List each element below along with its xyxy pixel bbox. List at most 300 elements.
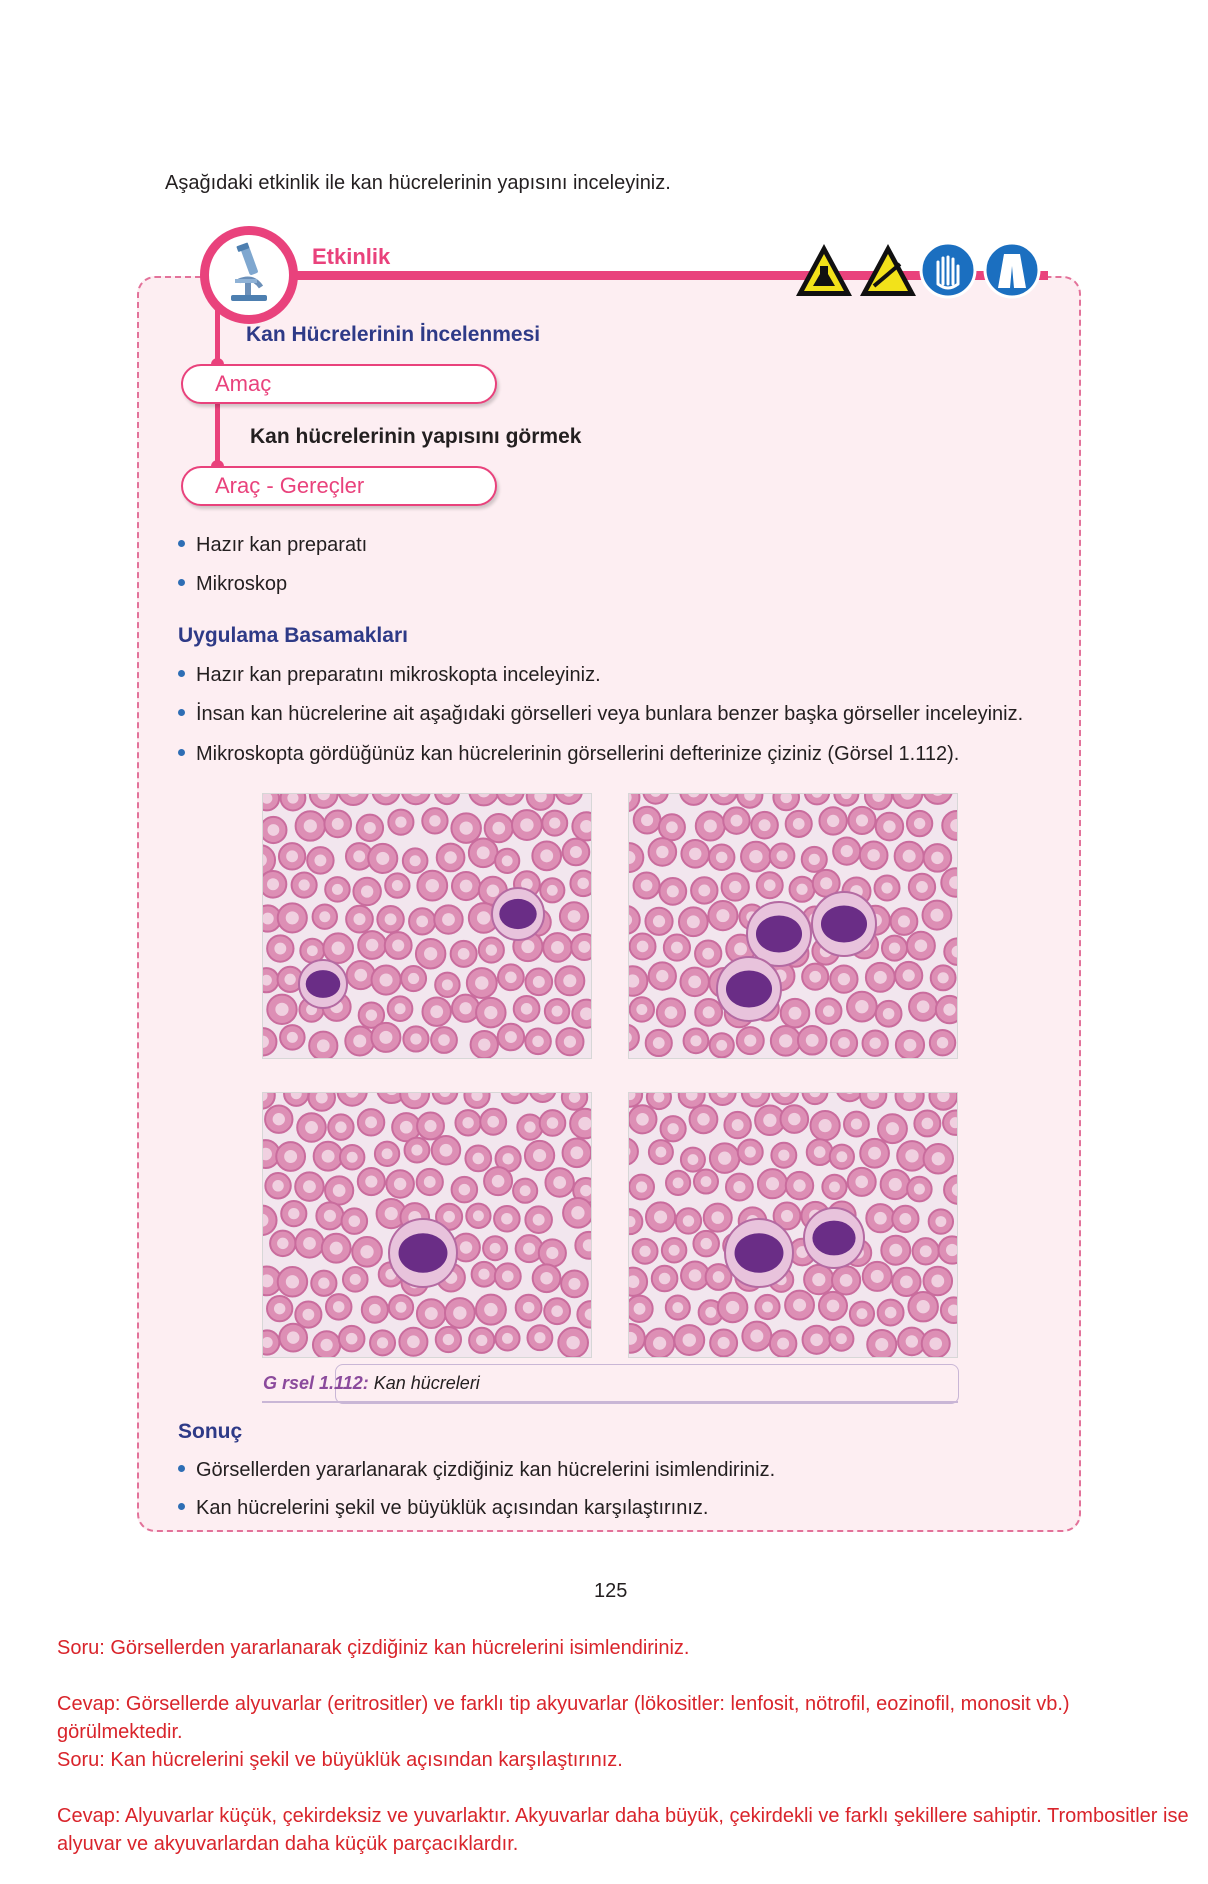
red-blood-cell-center (335, 1121, 346, 1132)
red-blood-cell-center (394, 1003, 405, 1014)
red-blood-cell-center (875, 1338, 888, 1351)
red-blood-cell-center (711, 1211, 724, 1224)
list-item: Hazır kan preparatını mikroskopta inceleyiniz. (178, 664, 601, 687)
red-blood-cell-center (353, 913, 365, 925)
red-blood-cell-center (307, 945, 318, 956)
red-blood-cell-center (793, 818, 805, 830)
materials-label-pill: Araç - Gereçler (181, 466, 497, 506)
red-blood-cell-center (521, 940, 534, 953)
red-blood-cell-center (534, 1332, 545, 1343)
red-blood-cell-center (656, 970, 668, 982)
red-blood-cell-center (718, 1337, 730, 1349)
red-blood-cell-center (688, 976, 701, 989)
red-blood-cell-center (938, 972, 949, 983)
page-number: 125 (594, 1580, 628, 1602)
red-blood-cell-center (704, 819, 717, 832)
red-blood-cell-center (578, 941, 590, 953)
red-blood-cell-center (578, 1117, 591, 1130)
red-blood-cell-center (838, 973, 850, 985)
red-blood-cell-center (502, 855, 513, 866)
caption-text: Kan hücreleri (373, 1373, 480, 1393)
red-blood-cell-center (349, 1215, 361, 1227)
red-blood-cell-center (716, 1040, 727, 1051)
red-blood-cell-center (564, 1036, 576, 1048)
red-blood-cell-center (637, 941, 649, 953)
red-blood-cell-center (886, 1122, 899, 1135)
red-blood-cell-center (369, 1304, 381, 1316)
red-blood-cell-center (766, 1177, 779, 1190)
safety-icons (796, 242, 1046, 311)
red-blood-cell-center (442, 913, 455, 926)
red-blood-cell-center (734, 942, 747, 955)
red-blood-cell-center (577, 878, 588, 889)
red-blood-cell-center (287, 1331, 299, 1343)
red-blood-cell-center (268, 824, 280, 836)
red-blood-cell-center (552, 1006, 563, 1017)
red-blood-cell-center (380, 973, 393, 986)
red-blood-cell-center (874, 971, 887, 984)
red-blood-cell-center (460, 821, 473, 834)
red-blood-cell-center (376, 852, 389, 865)
red-blood-cell-center (819, 1119, 832, 1132)
red-blood-cell-center (701, 1176, 712, 1187)
red-blood-cell-center (857, 1308, 868, 1319)
red-blood-cell-center (332, 884, 343, 895)
red-blood-cell-center (929, 1337, 942, 1350)
red-blood-cell-center (459, 1002, 471, 1014)
red-blood-cell-center (841, 845, 853, 857)
red-blood-cell-center (580, 1185, 591, 1196)
red-blood-cell-center (286, 1275, 299, 1288)
red-blood-cell-center (305, 1121, 318, 1134)
red-blood-cell-center (920, 1245, 932, 1257)
red-blood-cell-center (653, 1037, 665, 1049)
red-blood-cell-center (900, 1276, 913, 1289)
result-heading: Sonuç (178, 1420, 243, 1443)
cell-nucleus (306, 970, 341, 998)
red-blood-cell-center (671, 942, 683, 954)
red-blood-cell-center (778, 1150, 789, 1161)
red-blood-cell-center (392, 939, 404, 951)
red-blood-cell-center (462, 1117, 473, 1128)
red-blood-cell-center (904, 1039, 917, 1052)
red-blood-cell-center (533, 976, 545, 988)
red-blood-cell-center (823, 1005, 834, 1016)
red-blood-cell-center (796, 884, 807, 895)
red-blood-cell-center (318, 1278, 329, 1289)
blood-smear-photo (628, 1092, 958, 1358)
red-blood-cell-center (353, 850, 365, 862)
list-item: Kan hücrelerini şekil ve büyüklük açısından karşılaştırınız. (178, 1497, 708, 1520)
red-blood-cell-center (267, 878, 279, 890)
red-blood-cell-center (425, 1307, 438, 1320)
red-blood-cell-center (284, 974, 295, 985)
red-blood-cell-center (922, 1118, 934, 1130)
cell-nucleus (726, 970, 772, 1007)
red-blood-cell-center (713, 1271, 725, 1283)
red-blood-cell-center (718, 1152, 731, 1165)
red-blood-cell-center (809, 854, 820, 865)
red-blood-cell-center (364, 822, 376, 834)
cell-nucleus (812, 1221, 855, 1256)
red-blood-cell-center (505, 1031, 517, 1043)
red-blood-cell-center (702, 948, 714, 960)
red-blood-cell-center (899, 1213, 911, 1225)
red-blood-cell-center (869, 1037, 880, 1048)
red-blood-cell-center (478, 1269, 489, 1280)
red-blood-cell-center (298, 879, 309, 890)
red-blood-cell-center (440, 1144, 453, 1157)
red-blood-cell-center (776, 850, 787, 861)
red-blood-cell-center (443, 1334, 454, 1345)
red-blood-cell-center (385, 1207, 398, 1220)
red-blood-cell-center (502, 1153, 513, 1164)
red-blood-cell-center (673, 1177, 684, 1188)
red-blood-cell-center (883, 1008, 895, 1020)
red-blood-cell-center (810, 1333, 823, 1346)
red-blood-cell-center (570, 1146, 583, 1159)
red-blood-cell-center (524, 1121, 535, 1132)
microscope-icon (209, 235, 289, 315)
list-item: Mikroskopta gördüğünüz kan hücrelerinin görsellerini defterinize çiziniz (Görsel 1.112). (178, 743, 959, 766)
red-blood-cell-center (314, 854, 326, 866)
red-blood-cell-center (566, 1336, 579, 1349)
answer-1: Cevap: Görsellerde alyuvarlar (eritrositler) ve farklı tip akyuvarlar (lökositler: lenfosit, nötrofil, eozinofil, monosit vb.) görülmektedir. (57, 1693, 1070, 1743)
red-blood-cell-center (700, 1238, 711, 1249)
red-blood-cell-center (705, 1307, 716, 1318)
red-blood-cell-center (424, 1176, 436, 1188)
red-blood-cell-center (688, 1154, 699, 1165)
red-blood-cell-center (549, 817, 560, 828)
red-blood-cell-center (874, 1212, 887, 1225)
red-blood-cell-center (395, 816, 406, 827)
warning-icon (860, 244, 916, 296)
red-blood-cell-center (905, 1149, 918, 1162)
red-blood-cell-center (698, 885, 710, 897)
red-blood-cell-center (716, 909, 729, 922)
red-blood-cell-center (426, 879, 439, 892)
red-blood-cell-center (666, 821, 678, 833)
red-blood-cell-center (407, 1335, 420, 1348)
red-blood-cell-center (914, 818, 925, 829)
red-blood-cell-center (777, 1338, 789, 1350)
steps-heading: Uygulama Basamakları (178, 624, 408, 647)
red-blood-cell-center (459, 1184, 470, 1195)
red-blood-cell-center (492, 822, 505, 835)
red-blood-cell-center (655, 1147, 666, 1158)
red-blood-cell-center (277, 1238, 288, 1249)
red-blood-cell-center (762, 1302, 773, 1313)
red-blood-cell-center (320, 1339, 332, 1351)
red-blood-cell-center (812, 1273, 825, 1286)
red-blood-cell-center (749, 850, 762, 863)
red-blood-cell-center (570, 846, 582, 858)
red-blood-cell-center (687, 915, 700, 928)
red-blood-cell-center (365, 1116, 377, 1128)
cell-nucleus (399, 1233, 448, 1272)
red-blood-cell-center (806, 1034, 819, 1047)
red-blood-cell-center (779, 1034, 792, 1047)
red-blood-cell-center (571, 1206, 584, 1219)
red-blood-cell-center (416, 915, 428, 927)
red-blood-cell-center (438, 1034, 450, 1046)
blood-smear-photo (262, 1092, 592, 1358)
red-blood-cell-center (486, 944, 497, 955)
red-blood-cell-center (304, 819, 317, 832)
gloves-icon (921, 243, 975, 297)
red-blood-cell-center (487, 885, 500, 898)
red-blood-cell-center (350, 1274, 361, 1285)
red-blood-cell-center (653, 1337, 666, 1350)
red-blood-cell-center (703, 1006, 715, 1018)
red-blood-cell-center (667, 885, 679, 897)
red-blood-cell-center (820, 877, 832, 889)
red-blood-cell-center (382, 1148, 393, 1159)
red-blood-cell-center (333, 1301, 344, 1312)
caption-label: G rsel 1.112: (263, 1373, 369, 1393)
red-blood-cell-center (915, 939, 928, 952)
cell-nucleus (735, 1233, 784, 1272)
red-blood-cell-center (523, 1302, 535, 1314)
red-blood-cell-center (917, 1300, 930, 1313)
red-blood-cell-center (943, 1003, 955, 1015)
red-blood-cell-center (898, 915, 910, 927)
red-blood-cell-center (716, 852, 727, 863)
red-blood-cell-center (273, 1113, 285, 1125)
red-blood-cell-center (410, 1033, 421, 1044)
red-blood-cell-center (788, 1113, 800, 1125)
red-blood-cell-center (502, 1271, 514, 1283)
red-blood-cell-center (917, 1000, 930, 1013)
red-blood-cell-center (365, 1175, 377, 1187)
red-blood-cell-center (442, 979, 453, 990)
red-blood-cell-center (523, 1243, 535, 1255)
red-blood-cell-center (827, 815, 839, 827)
red-blood-cell-center (453, 1306, 466, 1319)
red-blood-cell-center (410, 855, 421, 866)
red-blood-cell-center (484, 1006, 497, 1019)
red-blood-cell-center (460, 1241, 472, 1253)
cell-nucleus (499, 899, 536, 929)
red-blood-cell-center (460, 880, 473, 893)
red-blood-cell-center (763, 1114, 776, 1127)
red-blood-cell-center (501, 1213, 513, 1225)
red-blood-cell-center (937, 1037, 948, 1048)
red-blood-cell-center (385, 913, 397, 925)
red-blood-cell-center (490, 1243, 501, 1254)
red-blood-cell-center (697, 1113, 710, 1126)
red-blood-cell-center (744, 1035, 756, 1047)
red-blood-cell-center (729, 881, 741, 893)
red-blood-cell-center (885, 1307, 897, 1319)
red-blood-cell-center (855, 1000, 868, 1013)
red-blood-cell-center (303, 1180, 316, 1193)
red-blood-cell-center (547, 885, 558, 896)
red-blood-cell-center (484, 1303, 497, 1316)
red-blood-cell-center (568, 1278, 580, 1290)
red-blood-cell-center (444, 851, 456, 863)
activity-label: Etkinlik (312, 244, 391, 269)
red-blood-cell-center (430, 1005, 443, 1018)
red-blood-cell-center (284, 1150, 297, 1163)
red-blood-cell-center (478, 1038, 490, 1050)
red-blood-cell-center (883, 820, 895, 832)
red-blood-cell-center (476, 1335, 487, 1346)
red-blood-cell-center (424, 1120, 436, 1132)
red-blood-cell-center (689, 848, 701, 860)
red-blood-cell-center (836, 1333, 847, 1344)
chemical-hazard-icon (796, 244, 852, 296)
blood-smear-photo (262, 793, 592, 1059)
red-blood-cell-center (353, 1035, 366, 1048)
red-blood-cell-center (653, 915, 665, 927)
red-blood-cell-center (533, 1214, 545, 1226)
red-blood-cell-center (394, 1178, 406, 1190)
cell-nucleus (821, 905, 867, 942)
caption-underline (262, 1401, 958, 1403)
red-blood-cell-center (521, 1003, 533, 1015)
red-blood-cell-center (906, 1335, 918, 1347)
list-item: Görsellerden yararlanarak çizdiğiniz kan hücrelerini isimlendiriniz. (178, 1459, 775, 1482)
red-blood-cell-center (881, 882, 892, 893)
red-blood-cell-center (667, 1123, 678, 1134)
red-blood-cell-center (540, 1272, 552, 1284)
red-blood-cell-center (287, 1032, 298, 1043)
red-blood-cell-center (672, 1302, 683, 1313)
list-item: Hazır kan preparatı (178, 534, 367, 557)
microscope-badge (200, 226, 298, 324)
red-blood-cell-center (634, 1303, 646, 1315)
red-blood-cell-center (319, 911, 330, 922)
red-blood-cell-center (477, 846, 490, 859)
red-blood-cell-center (868, 1147, 881, 1160)
list-item: Mikroskop (178, 573, 287, 596)
red-blood-cell-center (286, 850, 298, 862)
red-blood-cell-center (916, 881, 928, 893)
answer-2: Cevap: Alyuvarlar küçük, çekirdeksiz ve yuvarlaktır. Akyuvarlar daha büyük, çekirdekli ve farklı şekillere sahiptir. Trombositler ise alyuvar ve akyuvarlardan daha küçük parçacıklardır. (57, 1805, 1189, 1855)
red-blood-cell-center (563, 974, 576, 987)
red-blood-cell-center (477, 911, 490, 924)
red-blood-cell-center (930, 909, 943, 922)
red-blood-cell-center (473, 1153, 485, 1165)
blood-smear-photo (628, 793, 958, 1059)
red-blood-cell-center (424, 947, 437, 960)
red-blood-cell-center (429, 815, 440, 826)
red-blood-cell-center (332, 818, 344, 830)
red-blood-cell-center (889, 1178, 902, 1191)
red-blood-cell-center (636, 1181, 647, 1192)
red-blood-cell-center (836, 1151, 847, 1162)
aim-label-pill: Amaç (181, 364, 497, 404)
red-blood-cell-center (366, 939, 378, 951)
red-blood-cell-center (458, 948, 470, 960)
red-blood-cell-center (274, 1303, 285, 1314)
red-blood-cell-center (793, 1179, 805, 1191)
red-blood-cell-center (361, 885, 373, 897)
red-blood-cell-center (288, 1208, 299, 1219)
red-blood-cell-center (683, 1333, 696, 1346)
red-blood-cell-center (505, 971, 517, 983)
red-blood-cell-center (411, 1145, 422, 1156)
lab-coat-icon (985, 243, 1039, 297)
red-blood-cell-center (636, 1004, 647, 1015)
red-blood-cell-center (546, 1247, 558, 1259)
red-blood-cell-center (354, 969, 367, 982)
list-item: İnsan kan hücrelerine ait aşağıdaki görselleri veya bunlara benzer başka görseller inceleyiniz. (178, 703, 1023, 726)
aim-text: Kan hücrelerinin yapısını görmek (250, 425, 582, 448)
red-blood-cell-center (789, 1007, 802, 1020)
red-blood-cell-center (759, 819, 771, 831)
red-blood-cell-center (683, 1215, 694, 1226)
red-blood-cell-center (659, 1273, 671, 1285)
question-2: Soru: Kan hücrelerini şekil ve büyüklük açısından karşılaştırınız. (57, 1749, 623, 1771)
red-blood-cell-center (330, 1242, 343, 1255)
red-blood-cell-center (502, 1333, 513, 1344)
red-blood-cell-center (286, 911, 299, 924)
red-blood-cell-center (732, 1119, 744, 1131)
red-blood-cell-center (408, 973, 419, 984)
red-blood-cell-center (871, 1270, 884, 1283)
red-blood-cell-center (322, 1150, 335, 1163)
red-blood-cell-center (809, 971, 821, 983)
red-blood-cell-center (639, 1246, 650, 1257)
red-blood-cell-center (641, 880, 653, 892)
red-blood-cell-center (689, 1269, 702, 1282)
red-blood-cell-center (400, 1121, 413, 1134)
red-blood-cell-center (324, 1210, 336, 1222)
red-blood-cell-center (855, 1176, 868, 1189)
red-blood-cell-center (366, 1009, 377, 1020)
red-blood-cell-center (764, 879, 776, 891)
red-blood-cell-center (346, 1333, 358, 1345)
red-blood-cell-center (690, 1035, 701, 1046)
red-blood-cell-center (333, 1184, 346, 1197)
red-blood-cell-center (903, 969, 915, 981)
red-blood-cell-center (532, 1036, 543, 1047)
red-blood-cell-center (733, 1181, 745, 1193)
question-1: Soru: Görsellerden yararlanarak çizdiğiniz kan hücrelerini isimlendiriniz. (57, 1637, 690, 1659)
red-blood-cell-center (636, 1113, 649, 1126)
red-blood-cell-center (360, 1245, 373, 1258)
red-blood-cell-center (829, 1181, 840, 1192)
red-blood-cell-center (553, 1176, 566, 1189)
red-blood-cell-center (931, 1275, 944, 1288)
red-blood-cell-center (889, 942, 900, 953)
red-blood-cell-center (275, 1003, 288, 1016)
red-blood-cell-center (793, 1299, 806, 1312)
red-blood-cell-center (903, 850, 916, 863)
red-blood-cell-center (781, 1210, 793, 1222)
red-blood-cell-center (665, 1006, 678, 1019)
red-blood-cell-center (932, 1152, 945, 1165)
red-blood-cell-center (547, 1117, 559, 1129)
red-blood-cell-center (274, 943, 286, 955)
red-blood-cell-center (946, 1244, 958, 1256)
red-blood-cell-center (487, 1116, 499, 1128)
red-blood-cell-center (540, 849, 553, 862)
red-blood-cell-center (654, 1210, 667, 1223)
red-blood-cell-center (551, 941, 564, 954)
red-blood-cell-center (745, 1146, 756, 1157)
figure-caption (263, 1373, 480, 1394)
red-blood-cell-center (814, 1146, 826, 1158)
red-blood-cell-center (520, 1185, 531, 1196)
activity-title: Kan Hücrelerinin İncelenmesi (246, 323, 541, 346)
red-blood-cell-center (731, 815, 743, 827)
red-blood-cell-center (303, 1309, 315, 1321)
red-blood-cell-center (726, 1301, 739, 1314)
red-blood-cell-center (656, 846, 668, 858)
